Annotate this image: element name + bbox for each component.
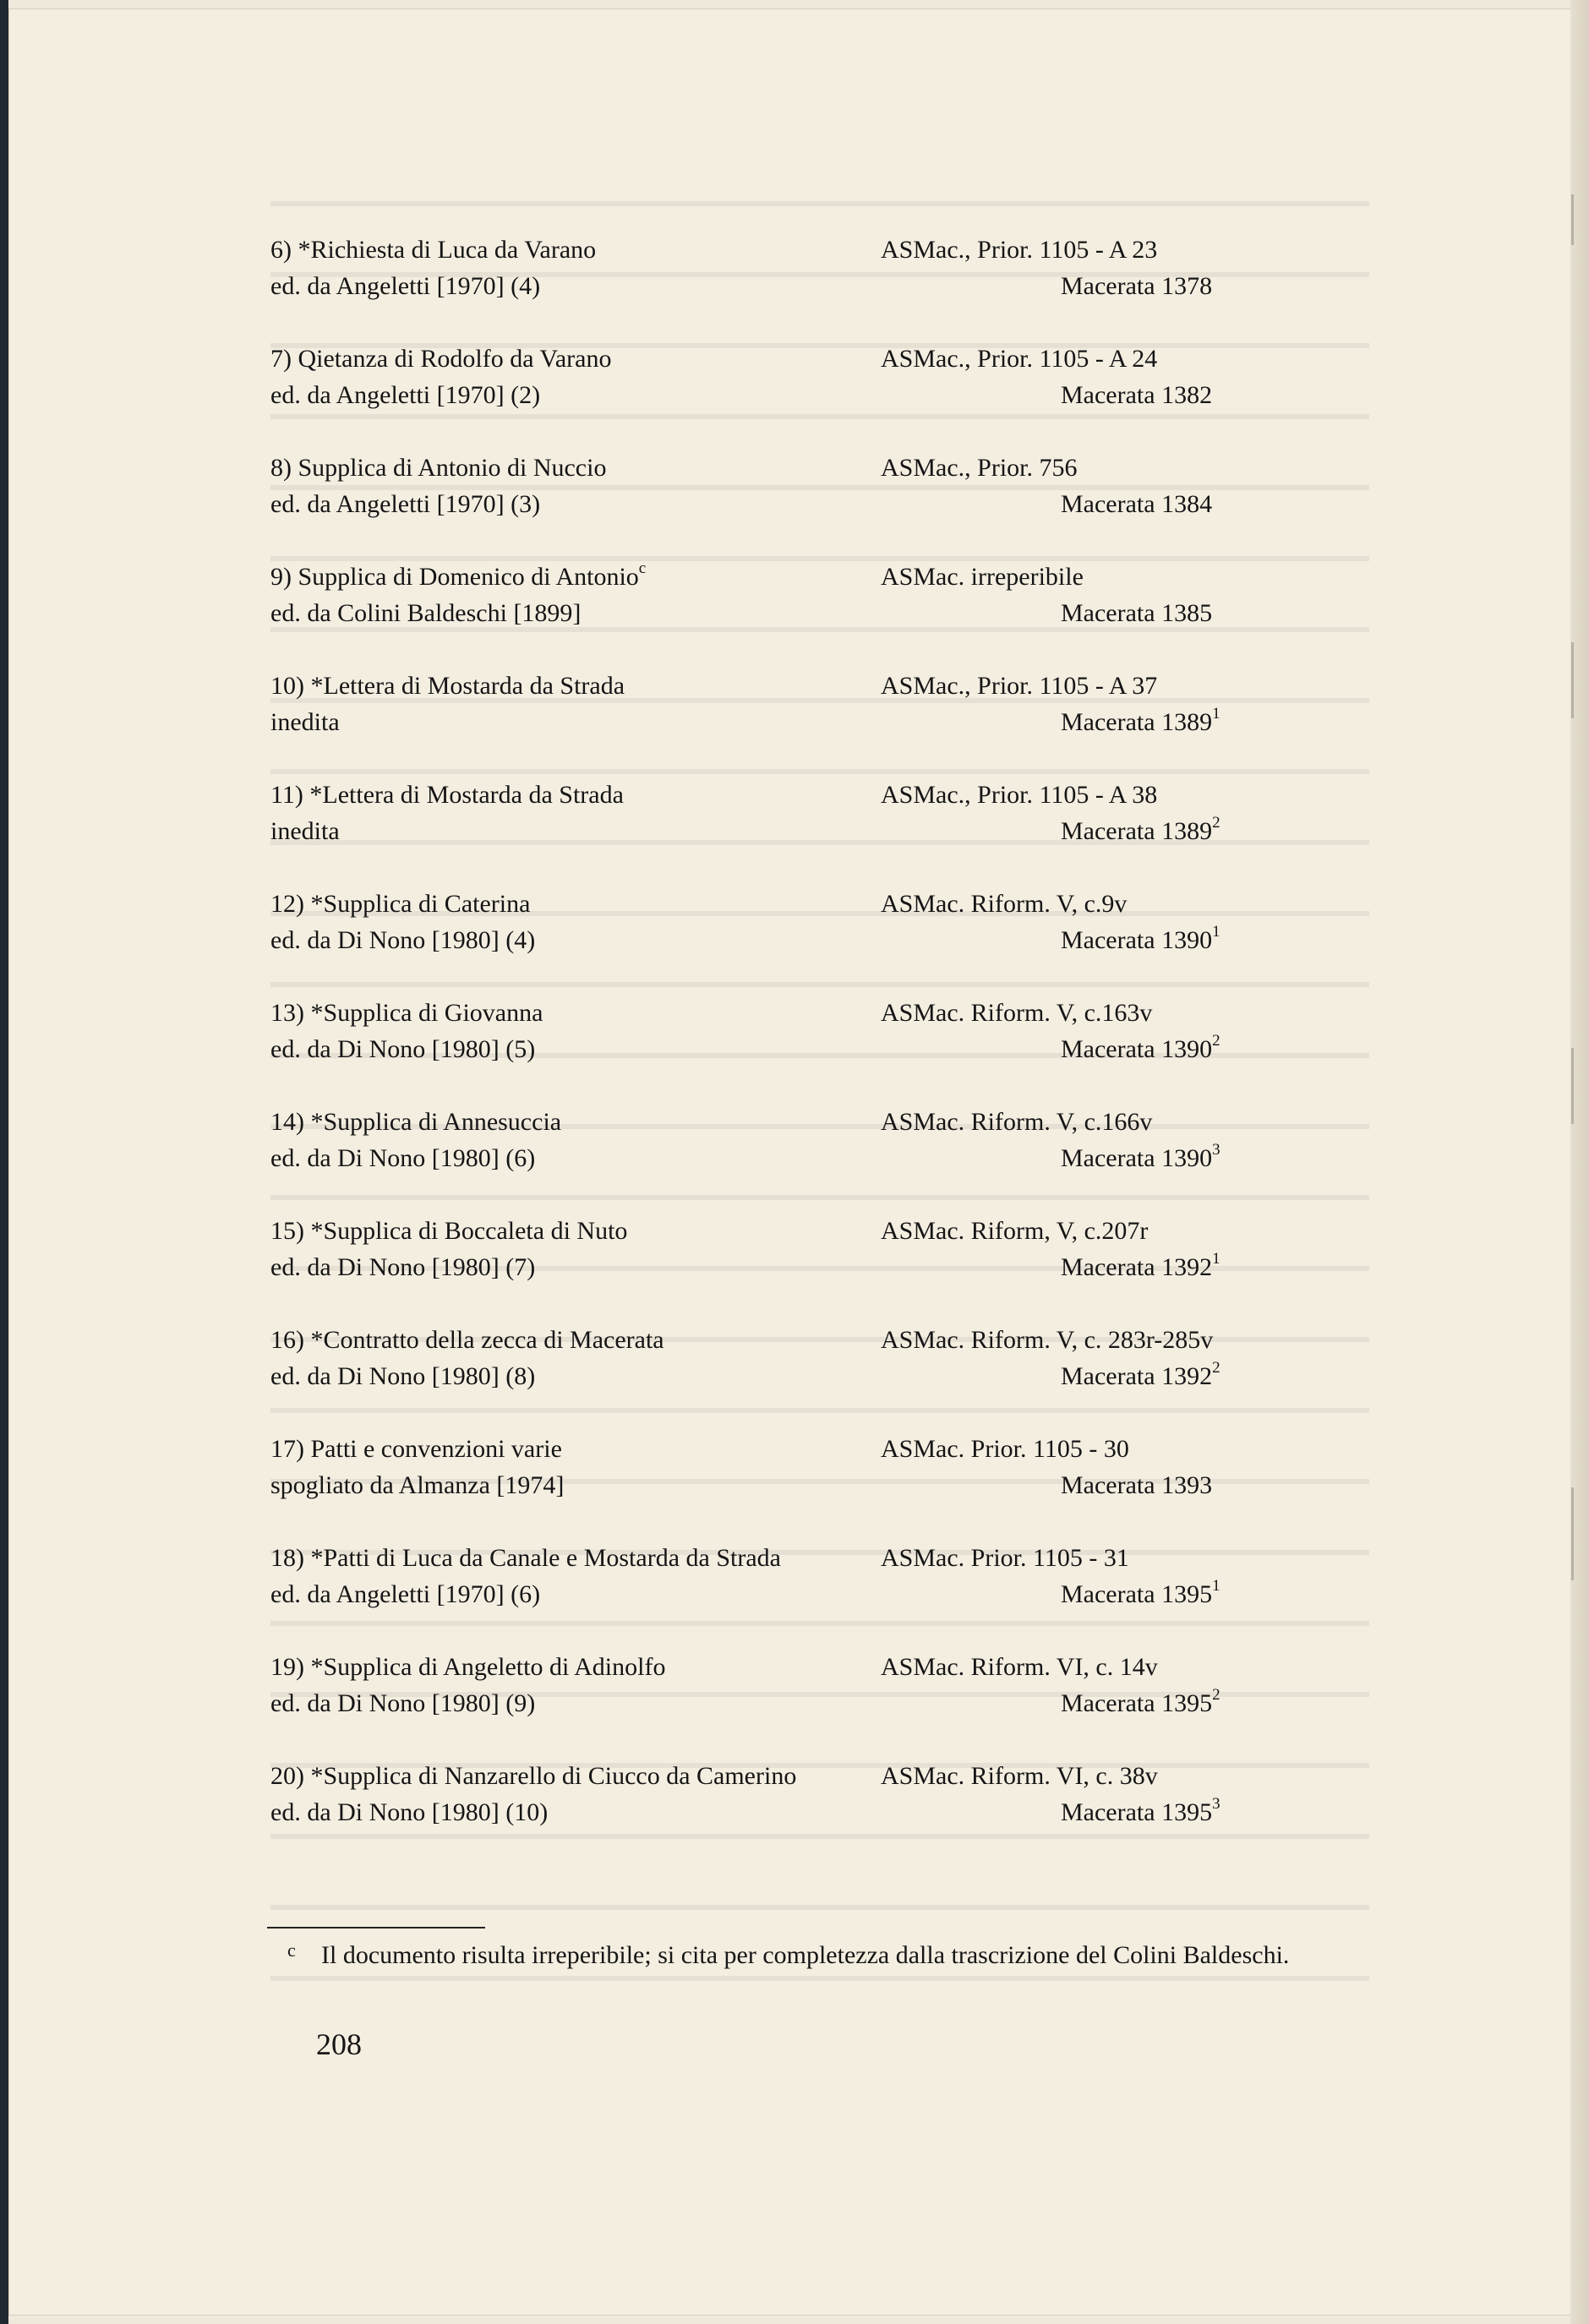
entry-title: 12) *Supplica di Caterina — [270, 890, 531, 918]
date-index: 1 — [1212, 1250, 1220, 1268]
entry-edition: ed. da Di Nono [1980] (7) — [270, 1253, 536, 1281]
entry-title: 10) *Lettera di Mostarda da Strada — [270, 672, 625, 700]
entry-place-date: Macerata 1389$^1$ — [1061, 705, 1220, 736]
entry-title: 19) *Supplica di Angeletto di Adinolfo — [270, 1653, 666, 1681]
date-index: 2 — [1212, 814, 1220, 832]
page-edge-mark — [1571, 194, 1574, 245]
entry-archive: ASMac. Riform. VI, c. 14v — [881, 1653, 1158, 1681]
entry-place-date: Macerata 1395$^3$ — [1061, 1795, 1220, 1826]
document-entry — [270, 777, 1386, 886]
entry-edition: inedita — [270, 817, 340, 845]
page-edge-mark — [1571, 642, 1574, 718]
book-binding-edge — [0, 0, 8, 2324]
page-number: 208 — [316, 2027, 362, 2061]
document-entry — [270, 1213, 1386, 1322]
entry-title: 9) Supplica di Domenico di Antonio$^c$ — [270, 559, 647, 591]
entry-place-date: Macerata 1392$^2$ — [1061, 1359, 1220, 1390]
entry-archive: ASMac., Prior. 1105 - A 38 — [881, 781, 1158, 809]
entry-edition: ed. da Di Nono [1980] (10) — [270, 1798, 549, 1826]
entry-archive: ASMac. Riform. V, c.166v — [881, 1108, 1153, 1136]
footnote — [287, 1937, 1357, 1974]
date-index: 1 — [1212, 705, 1220, 723]
entry-archive: ASMac., Prior. 1105 - A 23 — [881, 236, 1158, 264]
document-entry — [270, 1649, 1386, 1758]
page-edge-mark — [1571, 1048, 1574, 1124]
entry-archive: ASMac. Prior. 1105 - 31 — [881, 1544, 1129, 1572]
date-index: 3 — [1212, 1141, 1220, 1159]
document-entry — [270, 886, 1386, 995]
entry-archive: ASMac. Riform. V, c. 283r-285v — [881, 1326, 1214, 1354]
entry-title: 20) *Supplica di Nanzarello di Ciucco da Camerino — [270, 1762, 797, 1790]
entry-archive: ASMac., Prior. 756 — [881, 454, 1078, 482]
entry-edition: spogliato da Almanza [1974] — [270, 1471, 565, 1499]
entry-edition: ed. da Di Nono [1980] (9) — [270, 1689, 536, 1717]
entry-title: 18) *Patti di Luca da Canale e Mostarda da Strada — [270, 1544, 781, 1572]
entry-archive: ASMac. Riform. V, c.9v — [881, 890, 1128, 918]
entry-place-date: Macerata 1390$^2$ — [1061, 1032, 1220, 1063]
entry-title: 7) Qietanza di Rodolfo da Varano — [270, 345, 612, 373]
entry-title: 17) Patti e convenzioni varie — [270, 1435, 562, 1463]
date-index: 2 — [1212, 1359, 1220, 1377]
document-entry — [270, 1104, 1386, 1213]
entry-edition: ed. da Di Nono [1980] (5) — [270, 1035, 536, 1063]
entry-place-date: Macerata 1395$^1$ — [1061, 1577, 1220, 1608]
entry-archive: ASMac. Prior. 1105 - 30 — [881, 1435, 1129, 1463]
document-entry — [270, 1540, 1386, 1649]
entry-edition: ed. da Angeletti [1970] (6) — [270, 1580, 541, 1608]
entry-edition: ed. da Angeletti [1970] (3) — [270, 490, 541, 518]
entry-title: 6) *Richiesta di Luca da Varano — [270, 236, 597, 264]
footnote-rule — [267, 1927, 485, 1928]
page-edge-mark — [1571, 1487, 1574, 1580]
entry-edition: ed. da Di Nono [1980] (8) — [270, 1362, 536, 1390]
entry-title: 14) *Supplica di Annesuccia — [270, 1108, 562, 1136]
entry-title: 11) *Lettera di Mostarda da Strada — [270, 781, 624, 809]
entry-edition: ed. da Di Nono [1980] (4) — [270, 926, 536, 954]
entry-archive: ASMac. irreperibile — [881, 563, 1084, 591]
entry-place-date: Macerata 1390$^1$ — [1061, 923, 1220, 954]
date-index: 2 — [1212, 1032, 1220, 1050]
date-index: 1 — [1212, 1577, 1220, 1595]
date-index: 1 — [1212, 923, 1220, 941]
entry-title: 8) Supplica di Antonio di Nuccio — [270, 454, 607, 482]
entry-archive: ASMac. Riform. V, c.163v — [881, 999, 1153, 1027]
entry-place-date: Macerata 1392$^1$ — [1061, 1250, 1220, 1281]
date-index: 2 — [1212, 1686, 1220, 1704]
entry-archive: ASMac. Riform, V, c.207r — [881, 1217, 1149, 1245]
entry-place-date: Macerata 1382 — [1061, 381, 1213, 409]
entry-edition: ed. da Angeletti [1970] (4) — [270, 272, 541, 300]
entry-place-date: Macerata 1385 — [1061, 599, 1213, 627]
document-entry — [270, 1431, 1386, 1540]
page-edge — [1570, 0, 1589, 2324]
document-entry — [270, 232, 1386, 341]
entry-edition: ed. da Colini Baldeschi [1899] — [270, 599, 582, 627]
entry-place-date: Macerata 1389$^2$ — [1061, 814, 1220, 845]
entry-edition: ed. da Angeletti [1970] (2) — [270, 381, 541, 409]
entry-title: 16) *Contratto della zecca di Macerata — [270, 1326, 664, 1354]
document-entry — [270, 559, 1386, 668]
entry-archive: ASMac. Riform. VI, c. 38v — [881, 1762, 1158, 1790]
entry-archive: ASMac., Prior. 1105 - A 37 — [881, 672, 1158, 700]
entry-title: 13) *Supplica di Giovanna — [270, 999, 543, 1027]
footnote-mark: c — [287, 1939, 296, 1961]
entry-place-date: Macerata 1393 — [1061, 1471, 1213, 1499]
footnote-text: Il documento risulta irreperibile; si cita per completezza dalla trascrizione del Colini Baldeschi. — [321, 1941, 1290, 1969]
document-entry — [270, 1758, 1386, 1867]
document-entry — [270, 1322, 1386, 1431]
entry-place-date: Macerata 1378 — [1061, 272, 1213, 300]
entry-edition: ed. da Di Nono [1980] (6) — [270, 1144, 536, 1172]
entry-place-date: Macerata 1395$^2$ — [1061, 1686, 1220, 1717]
document-entry — [270, 341, 1386, 450]
date-index: 3 — [1212, 1795, 1220, 1813]
document-list — [270, 232, 1386, 1867]
entry-archive: ASMac., Prior. 1105 - A 24 — [881, 345, 1158, 373]
entry-place-date: Macerata 1390$^3$ — [1061, 1141, 1220, 1172]
entry-edition: inedita — [270, 708, 340, 736]
title-note-mark: c — [638, 559, 647, 577]
document-entry — [270, 450, 1386, 559]
document-entry — [270, 995, 1386, 1104]
entry-title: 15) *Supplica di Boccaleta di Nuto — [270, 1217, 628, 1245]
entry-place-date: Macerata 1384 — [1061, 490, 1213, 518]
document-entry — [270, 668, 1386, 777]
